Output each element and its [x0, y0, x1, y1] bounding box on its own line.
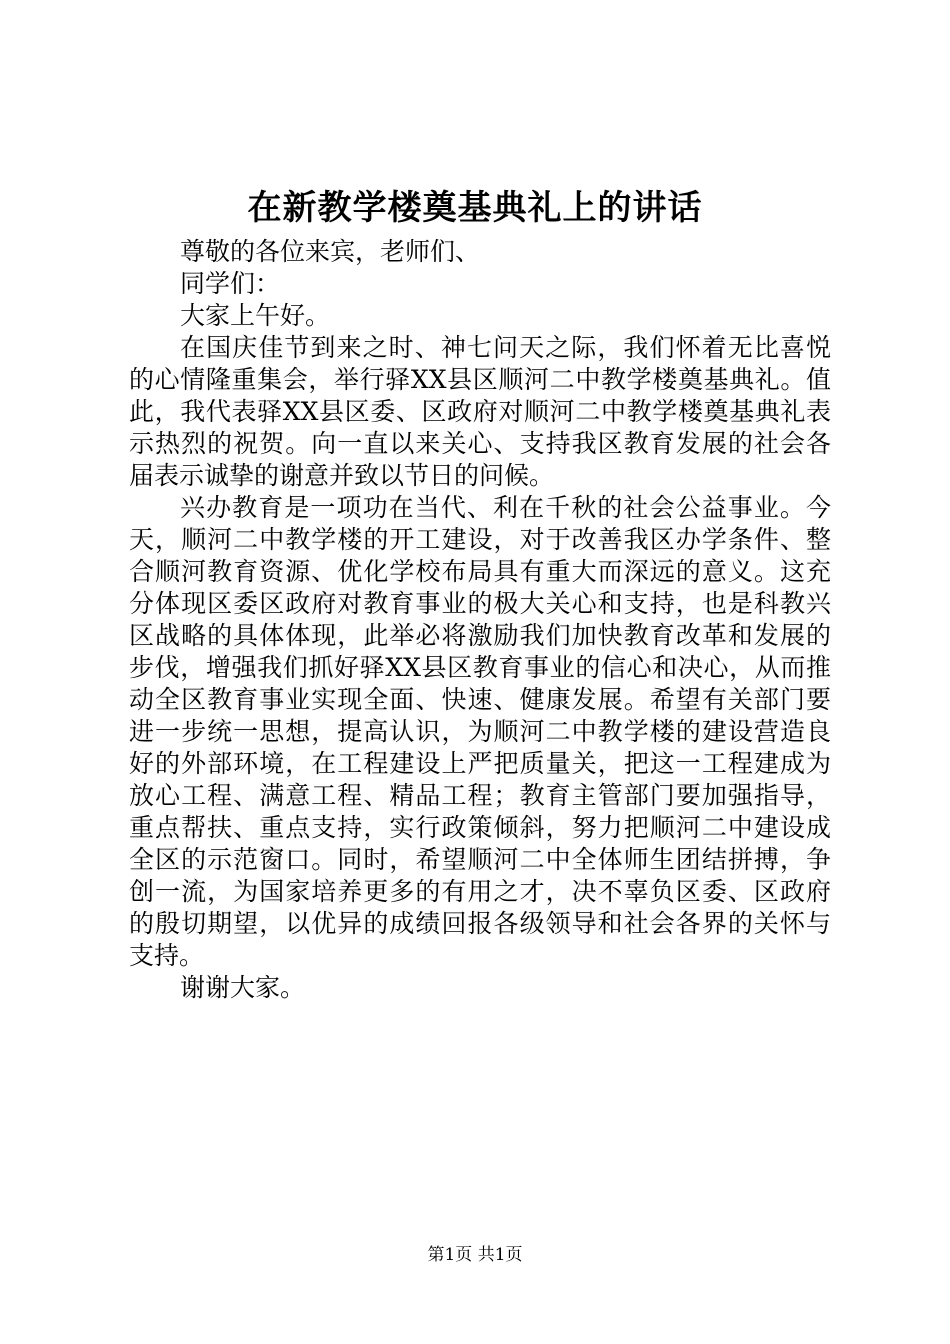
page-footer: 第1页 共1页: [427, 1245, 523, 1265]
text-line: 天，顺河二中教学楼的开工建设，对于改善我区办学条件、整: [129, 525, 831, 554]
text-line: 好的外部环境，在工程建设上严把质量关，把这一工程建成为: [129, 749, 831, 778]
text-line: 的心情隆重集会，举行驿XX县区顺河二中教学楼奠基典礼。值: [129, 365, 831, 394]
text-line: 兴办教育是一项功在当代、利在千秋的社会公益事业。今: [180, 493, 831, 522]
text-line: 届表示诚挚的谢意并致以节日的问候。: [129, 461, 555, 490]
text-line: 动全区教育事业实现全面、快速、健康发展。希望有关部门要: [129, 685, 831, 714]
text-line: 分体现区委区政府对教育事业的极大关心和支持，也是科教兴: [129, 589, 831, 618]
speech-body: [129, 236, 831, 1004]
text-line: 全区的示范窗口。同时，希望顺河二中全体师生团结拼搏，争: [129, 845, 831, 874]
text-line: 支持。: [129, 941, 205, 970]
text-line: 示热烈的祝贺。向一直以来关心、支持我区教育发展的社会各: [129, 429, 831, 458]
text-line: 在国庆佳节到来之时、神七问天之际，我们怀着无比喜悦: [180, 333, 831, 362]
text-line: 放心工程、满意工程、精品工程；教育主管部门要加强指导，: [129, 781, 831, 810]
text-line: 大家上午好。: [180, 301, 331, 330]
text-line: 创一流，为国家培养更多的有用之才，决不辜负区委、区政府: [129, 877, 831, 906]
text-line: 重点帮扶、重点支持，实行政策倾斜，努力把顺河二中建设成: [129, 813, 831, 842]
text-line: 同学们：: [180, 269, 281, 298]
text-line: 进一步统一思想，提高认识，为顺河二中教学楼的建设营造良: [129, 717, 831, 746]
text-line: 谢谢大家。: [180, 973, 306, 1002]
text-line: 尊敬的各位来宾，老师们、: [180, 237, 481, 266]
text-line: 区战略的具体体现，此举必将激励我们加快教育改革和发展的: [129, 621, 831, 650]
text-line: 步伐，增强我们抓好驿XX县区教育事业的信心和决心，从而推: [129, 653, 831, 682]
document-title: 在新教学楼奠基典礼上的讲话: [247, 188, 703, 228]
text-line: 的殷切期望，以优异的成绩回报各级领导和社会各界的关怀与: [129, 909, 831, 938]
text-line: 合顺河教育资源、优化学校布局具有重大而深远的意义。这充: [129, 557, 831, 586]
text-line: 此，我代表驿XX县区委、区政府对顺河二中教学楼奠基典礼表: [129, 397, 831, 426]
